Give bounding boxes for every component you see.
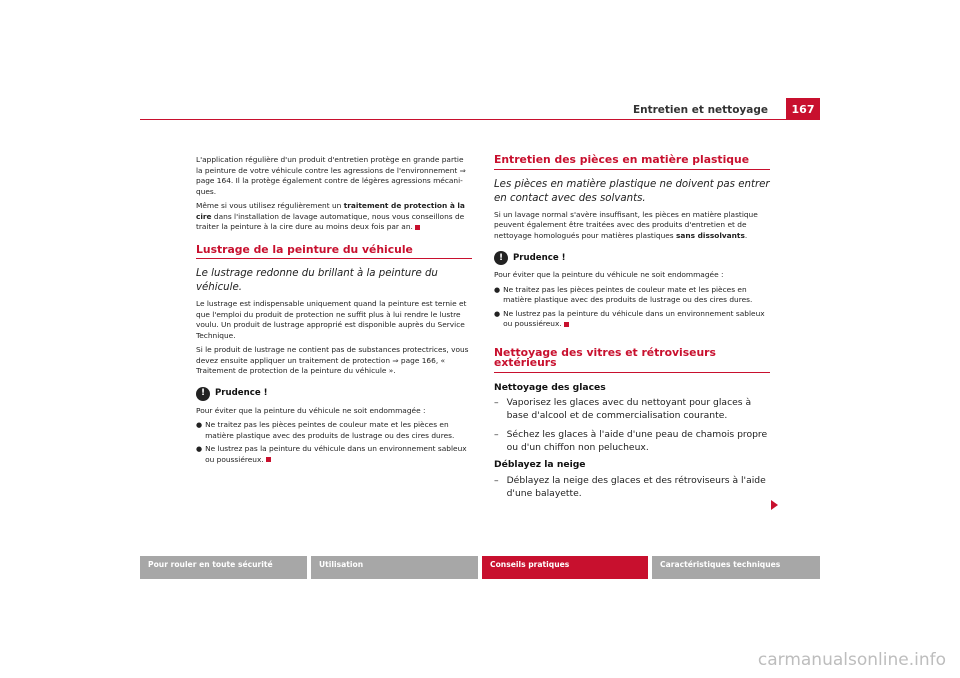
- paragraph: Si le produit de lustrage ne contient pas de substances protectrices, vous devez ensuite appliquer un traitement de protection ⇒ page 166, « Traitement de protection de la peinture du véhicule ».: [196, 345, 469, 375]
- bold-text: sans dissolvants: [676, 230, 745, 240]
- list-item-text: [205, 444, 472, 465]
- list-item-text: [503, 309, 770, 330]
- text: .: [744, 230, 748, 240]
- right-column: [494, 155, 770, 506]
- dash-icon: –: [494, 429, 499, 440]
- list-item-text: Déblayez la neige des glaces et des rétroviseurs à l'aide d'une balayette.: [506, 474, 766, 499]
- chapter-title: Entretien et nettoyage: [632, 104, 768, 116]
- list-item-text: Séchez les glaces à l'aide d'une peau de chamois propre ou d'un chiffon non pelucheux.: [506, 429, 768, 453]
- red-square-icon: [564, 322, 569, 327]
- exclamation-circle-icon: !: [196, 387, 210, 401]
- dash-icon: –: [494, 474, 499, 486]
- text: Si un lavage normal s'avère insuffisant, les pièces en matière plastique peuvent également être traitées avec des produits d'entretien et de nettoyage homologués pour matières plastiques: [494, 209, 758, 240]
- bullet-icon: ●: [196, 445, 203, 453]
- watermark: carmanualsonline.info: [757, 650, 946, 670]
- paragraph: L'application régulière d'un produit d'entretien protège en grande partie la peinture de votre véhicule contre les agressions de l'environnement ⇒ page 164. Il la protège également contre de légères agressions mécani-ques.: [196, 155, 466, 196]
- paragraph: Le lustrage est indispensable uniquement quand la peinture est ternie et que l'emploi du produit de protection ne suffit plus à lui rendre le lustre voulu. Un produit de lustrage approprié est disponible auprès du Service Technique.: [196, 299, 467, 340]
- warning-label: Prudence !: [215, 388, 268, 399]
- list-item: [494, 309, 770, 330]
- list-item: [494, 474, 770, 500]
- subheading: Déblayez la neige: [494, 459, 586, 470]
- tab-technical-specs[interactable]: Caractéristiques techniques: [652, 556, 820, 579]
- left-column: [196, 155, 472, 468]
- section-title: Entretien des pièces en matière plastique: [494, 155, 770, 170]
- tab-practical-tips[interactable]: Conseils pratiques: [482, 556, 648, 579]
- section-subtitle: Le lustrage redonne du brillant à la peinture du véhicule.: [196, 268, 438, 293]
- list-item: [494, 396, 770, 422]
- exclamation-circle-icon: !: [494, 251, 508, 265]
- triangle-right-icon[interactable]: [771, 500, 778, 510]
- bold-text: traitement de protection à la cire: [196, 201, 465, 221]
- warning-intro: Pour éviter que la peinture du véhicule ne soit endommagée :: [196, 405, 426, 415]
- warning-header: [196, 387, 472, 401]
- page-number-badge: 167: [786, 98, 820, 120]
- list-item: [494, 285, 770, 306]
- list-item-text: Ne traitez pas les pièces peintes de couleur mate et les pièces en matière plastique avec des produits de lustrage ou des cires dures.: [205, 420, 455, 440]
- bullet-icon: ●: [494, 285, 501, 294]
- section-subtitle: Les pièces en matière plastique ne doivent pas entrer en contact avec des solvants.: [494, 178, 770, 204]
- red-square-icon: [266, 457, 271, 462]
- warning-label: Prudence !: [513, 252, 566, 263]
- text: Ne lustrez pas la peinture du véhicule dans un environnement sableux ou poussiéreux.: [205, 444, 467, 464]
- paragraph: [196, 201, 472, 233]
- paragraph: [494, 210, 770, 242]
- bullet-icon: ●: [196, 421, 203, 429]
- section-title: Lustrage de la peinture du véhicule: [196, 245, 472, 260]
- list-item: [196, 444, 472, 465]
- text: Ne lustrez pas la peinture du véhicule dans un environnement sableux ou poussiéreux.: [503, 308, 765, 328]
- list-item: [494, 428, 770, 454]
- section-title: Nettoyage des vitres et rétroviseurs extérieurs: [494, 348, 770, 373]
- warning-intro: Pour éviter que la peinture du véhicule ne soit endommagée :: [494, 270, 724, 279]
- warning-header: [494, 251, 770, 265]
- text: Même si vous utilisez régulièrement un: [196, 201, 344, 210]
- list-item: [196, 420, 472, 441]
- red-square-icon: [415, 225, 420, 230]
- bullet-icon: ●: [494, 309, 501, 318]
- header-rule: [140, 119, 820, 120]
- dash-icon: –: [494, 397, 499, 408]
- tab-usage[interactable]: Utilisation: [311, 556, 478, 579]
- subheading: Nettoyage des glaces: [494, 381, 606, 393]
- list-item-text: Vaporisez les glaces avec du nettoyant pour glaces à base d'alcool et de commercialisation courante.: [506, 397, 752, 421]
- tab-safety[interactable]: Pour rouler en toute sécurité: [140, 556, 307, 579]
- text: dans l'installation de lavage automatique, nous vous conseillons de traiter la peinture à la cire dure au moins deux fois par an.: [196, 211, 465, 231]
- list-item-text: Ne traitez pas les pièces peintes de couleur mate et les pièces en matière plastique avec des produits de lustrage ou des cires dures.: [503, 284, 753, 304]
